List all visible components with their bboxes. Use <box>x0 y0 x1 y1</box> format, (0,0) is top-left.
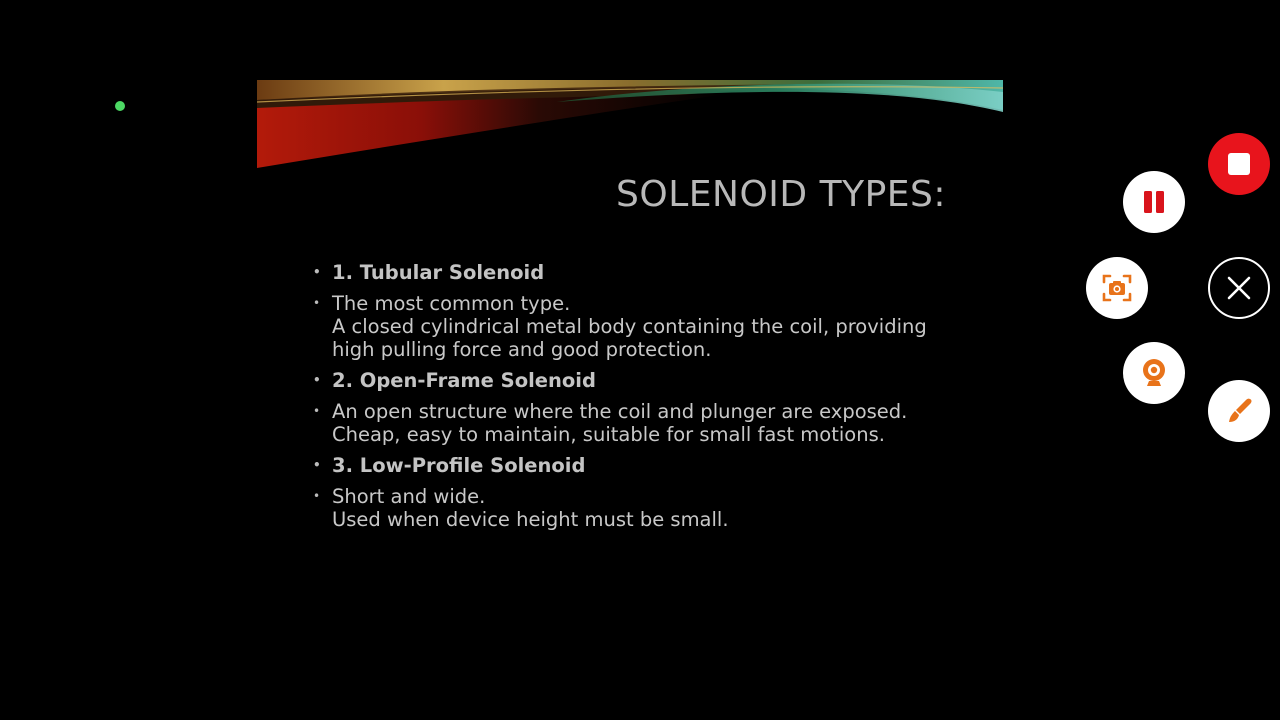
bullet-body <box>313 292 953 361</box>
bullet-heading <box>313 261 953 284</box>
camera-capture-icon <box>1101 272 1133 304</box>
brush-button[interactable] <box>1208 380 1270 442</box>
pause-button[interactable] <box>1123 171 1185 233</box>
webcam-icon <box>1138 357 1170 389</box>
bullet-mark: • <box>313 489 321 503</box>
bullet-body <box>313 485 953 531</box>
bullet-mark: • <box>313 265 321 279</box>
brush-icon <box>1223 395 1255 427</box>
screenshot-button[interactable] <box>1086 257 1148 319</box>
slide-title: SOLENOID TYPES: <box>616 174 946 215</box>
recording-indicator-dot <box>115 101 125 111</box>
bullet-mark: • <box>313 404 321 418</box>
bullet-line: high pulling force and good protection. <box>332 338 712 361</box>
bullet-line: A closed cylindrical metal body containing the coil, providing <box>332 315 927 338</box>
bullet-line: 2. Open-Frame Solenoid <box>332 369 596 392</box>
close-icon <box>1226 275 1252 301</box>
bullet-line: Short and wide. <box>332 485 486 508</box>
bullet-line: The most common type. <box>332 292 571 315</box>
slide-bullet-list <box>313 261 953 539</box>
pause-icon <box>1141 189 1167 215</box>
bullet-line: An open structure where the coil and plunger are exposed. <box>332 400 908 423</box>
stop-icon <box>1226 151 1252 177</box>
bullet-heading <box>313 454 953 477</box>
bullet-line: 1. Tubular Solenoid <box>332 261 545 284</box>
bullet-mark: • <box>313 296 321 310</box>
bullet-mark: • <box>313 458 321 472</box>
close-button[interactable] <box>1208 257 1270 319</box>
bullet-mark: • <box>313 373 321 387</box>
bullet-heading <box>313 369 953 392</box>
slide-banner-decoration <box>257 80 1003 170</box>
stop-recording-button[interactable] <box>1208 133 1270 195</box>
bullet-line: 3. Low-Profile Solenoid <box>332 454 586 477</box>
bullet-line: Used when device height must be small. <box>332 508 729 531</box>
bullet-line: Cheap, easy to maintain, suitable for small fast motions. <box>332 423 885 446</box>
bullet-body <box>313 400 953 446</box>
facecam-button[interactable] <box>1123 342 1185 404</box>
presentation-slide <box>257 80 1003 580</box>
